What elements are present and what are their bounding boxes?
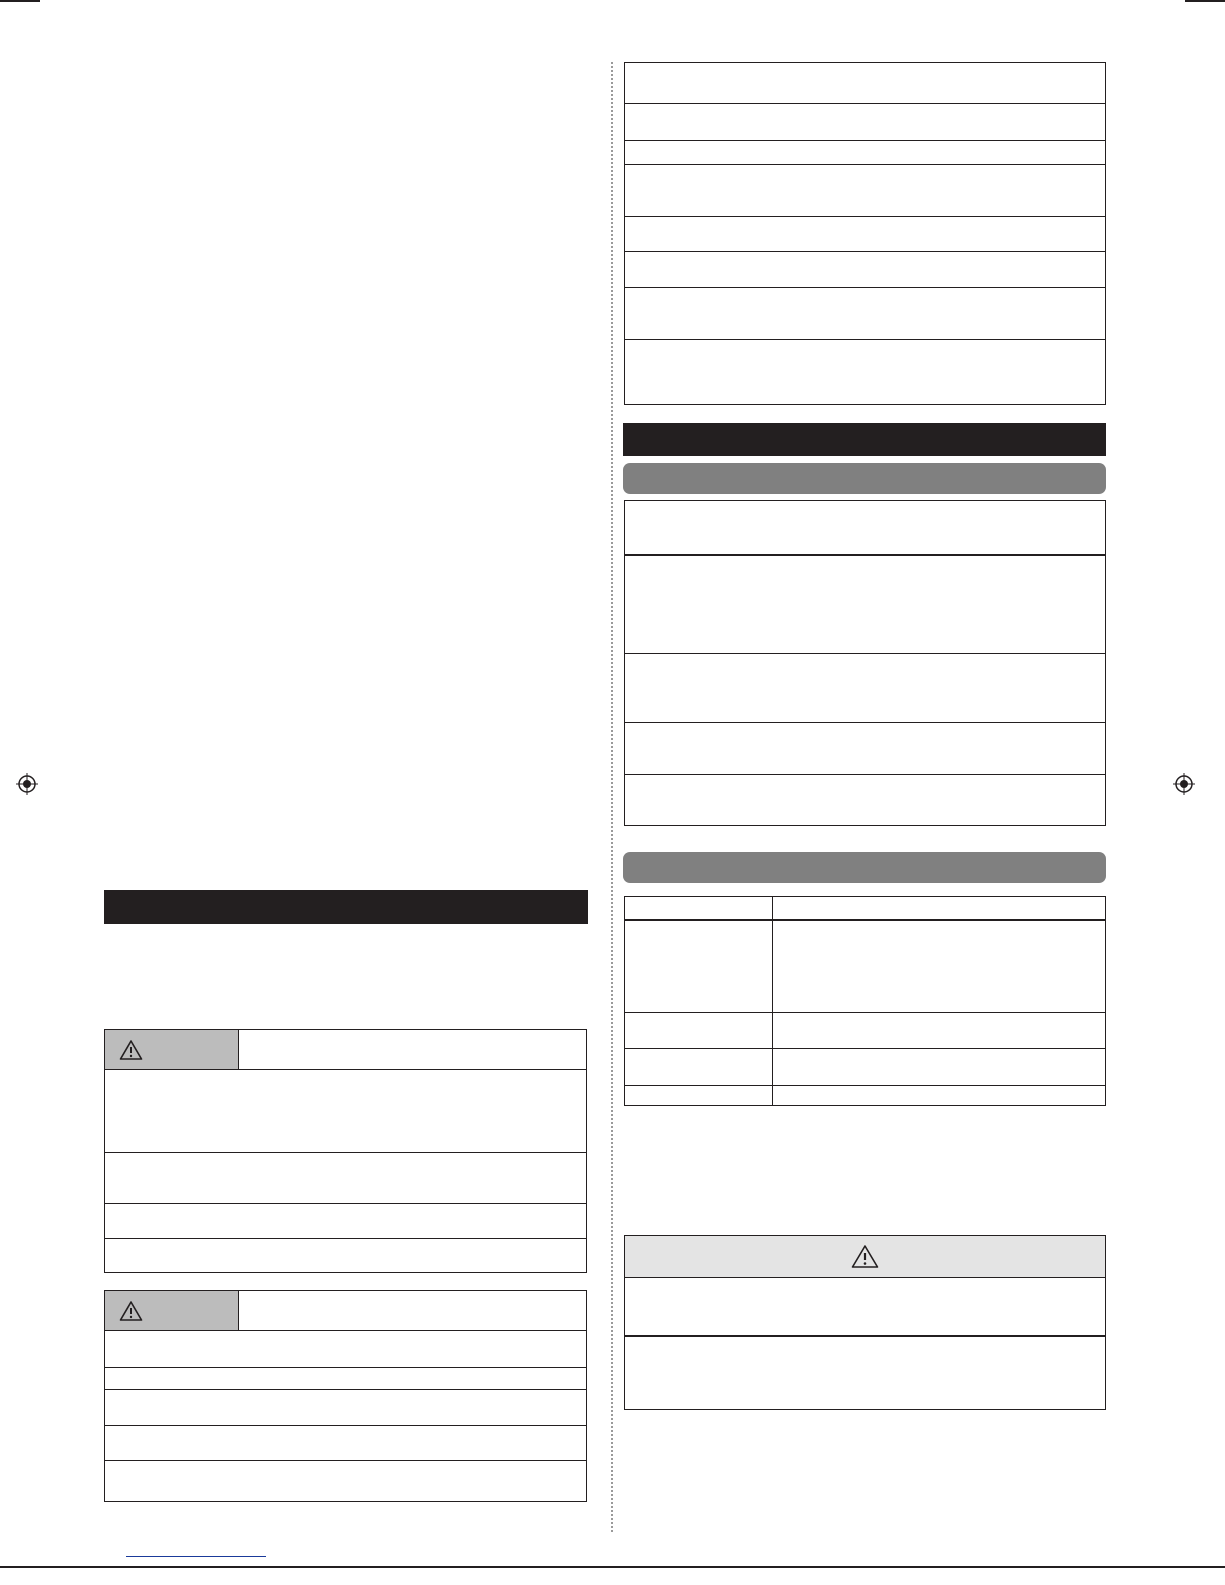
subsection-header-bar xyxy=(623,463,1106,494)
caution-table xyxy=(104,1290,587,1502)
table-row xyxy=(625,339,1105,404)
caution-box-header xyxy=(625,1236,1105,1278)
table-row xyxy=(625,722,1105,775)
middle-right-table xyxy=(624,500,1106,826)
table-row xyxy=(625,1085,1105,1105)
subsection-header-bar xyxy=(623,852,1106,883)
table-row xyxy=(105,1331,586,1368)
table-row xyxy=(105,1203,586,1239)
caution-table-header xyxy=(105,1291,239,1331)
table-row xyxy=(105,1238,586,1271)
table-row xyxy=(625,140,1105,165)
crop-mark-top-right xyxy=(1185,0,1225,2)
table-header-row xyxy=(625,897,1105,921)
table-row xyxy=(625,554,1105,654)
table-row xyxy=(105,1425,586,1461)
warning-table-header-text-area xyxy=(239,1030,586,1070)
warning-triangle-icon xyxy=(119,1300,143,1322)
table-row xyxy=(625,164,1105,217)
warning-triangle-icon xyxy=(851,1244,879,1269)
table-row xyxy=(625,1277,1105,1337)
table-row xyxy=(625,216,1105,252)
table-row xyxy=(105,1389,586,1426)
footer-link-underline xyxy=(126,1556,266,1557)
table-row xyxy=(625,653,1105,723)
table-row xyxy=(625,774,1105,825)
section-header-bar xyxy=(623,423,1106,456)
two-column-table xyxy=(624,896,1106,1106)
top-right-table xyxy=(624,62,1106,405)
caution-box xyxy=(624,1235,1106,1410)
caution-table-header-text-area xyxy=(239,1291,586,1331)
warning-triangle-icon xyxy=(119,1039,143,1061)
table-row xyxy=(625,1048,1105,1086)
table-row xyxy=(625,287,1105,340)
crop-mark-top-left xyxy=(0,0,40,2)
registration-crosshair-icon xyxy=(16,773,38,795)
table-row xyxy=(625,501,1105,556)
registration-crosshair-icon xyxy=(1173,773,1195,795)
table-row xyxy=(625,919,1105,1013)
warning-table xyxy=(104,1029,587,1273)
table-row xyxy=(105,1070,586,1153)
table-row xyxy=(625,1012,1105,1049)
table-row xyxy=(105,1367,586,1390)
table-row xyxy=(625,1335,1105,1409)
warning-table-header xyxy=(105,1030,239,1070)
table-row xyxy=(625,251,1105,288)
table-row xyxy=(105,1460,586,1501)
table-row xyxy=(625,63,1105,104)
table-row xyxy=(625,103,1105,141)
bottom-rule xyxy=(0,1566,1225,1568)
section-header-bar xyxy=(104,890,588,924)
column-divider xyxy=(611,62,613,1532)
table-row xyxy=(105,1152,586,1204)
